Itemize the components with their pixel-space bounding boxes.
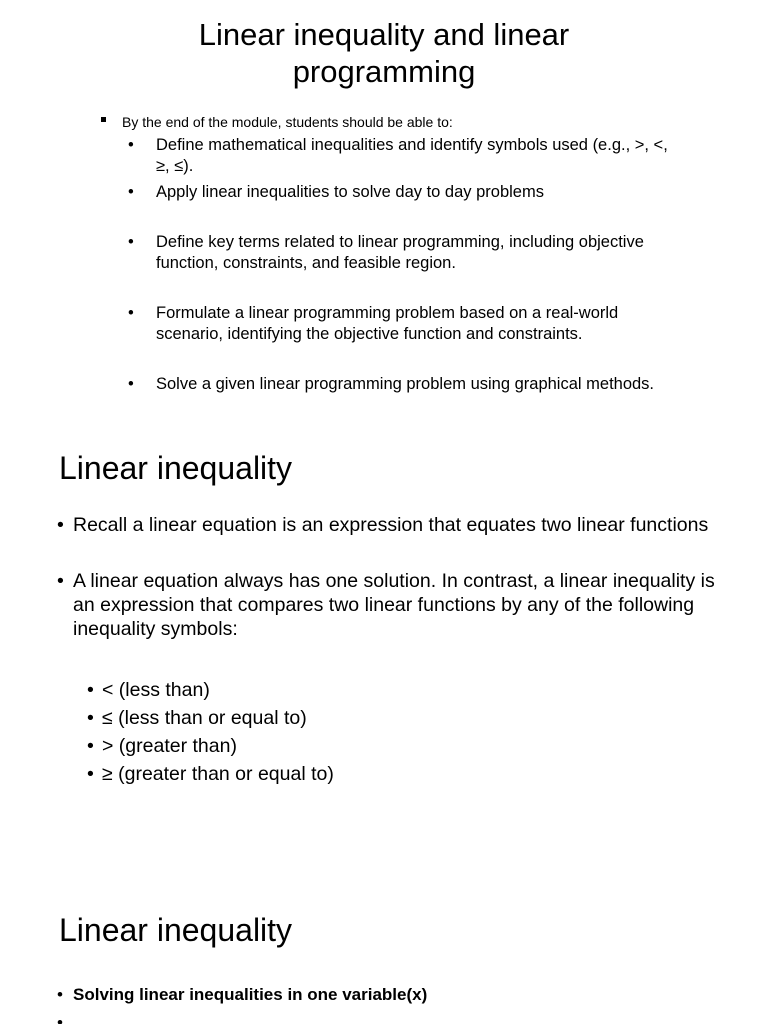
bullet-icon: •	[57, 1013, 63, 1024]
bullet-icon: •	[57, 570, 64, 592]
bullet-icon: •	[128, 375, 134, 393]
symbol-text: > (greater than)	[102, 735, 237, 757]
bullet-text: A linear equation always has one solution. In contrast, a linear inequality is an expression that compares two linear functions by any of the following inequality symbols:	[73, 570, 715, 640]
bullet-icon: •	[128, 304, 134, 322]
bullet-icon: •	[57, 514, 64, 536]
symbol-text: < (less than)	[102, 679, 210, 701]
symbol-item	[87, 762, 334, 786]
symbol-item	[87, 678, 210, 702]
slide-title: Linear inequality and linear programming	[198, 17, 570, 89]
bullet-icon: •	[128, 136, 134, 154]
bullet-icon: •	[128, 233, 134, 251]
objective-text: Solve a given linear programming problem using graphical methods.	[156, 375, 655, 393]
bullet-icon: •	[87, 679, 94, 701]
section-heading: Linear inequality	[59, 450, 293, 486]
bullet-icon: •	[87, 763, 94, 785]
bullet-icon: •	[87, 735, 94, 757]
bullet-text: Recall a linear equation is an expression that equates two linear functions	[73, 514, 709, 536]
bullet-text: Solving linear inequalities in one variable(x)	[73, 985, 428, 1004]
objective-item	[128, 303, 668, 345]
content-bullet	[57, 984, 427, 1006]
bullet-icon: •	[57, 985, 63, 1004]
bullet-icon: •	[128, 183, 134, 201]
objective-text: Define mathematical inequalities and identify symbols used (e.g., >, <, ≥, ≤).	[156, 136, 668, 175]
symbol-text: ≤ (less than or equal to)	[102, 707, 307, 729]
objective-text: Define key terms related to linear programming, including objective function, constraints, and feasible region.	[156, 233, 644, 272]
section-heading: Linear inequality	[59, 912, 293, 948]
objective-item	[128, 232, 668, 274]
intro-text: By the end of the module, students should be able to:	[122, 114, 453, 130]
objective-item	[128, 182, 668, 203]
symbol-text: ≥ (greater than or equal to)	[102, 763, 334, 785]
square-bullet-icon	[101, 117, 106, 122]
bullet-icon: •	[87, 707, 94, 729]
objective-text: Apply linear inequalities to solve day to day problems	[156, 183, 544, 201]
symbol-item	[87, 706, 307, 730]
content-bullet	[57, 569, 717, 641]
objective-text: Formulate a linear programming problem based on a real-world scenario, identifying the objective function and constraints.	[156, 304, 619, 343]
symbol-item	[87, 734, 237, 758]
objective-item	[128, 135, 668, 177]
objective-item	[128, 374, 668, 395]
empty-bullet	[57, 1012, 63, 1024]
content-bullet	[57, 513, 717, 537]
